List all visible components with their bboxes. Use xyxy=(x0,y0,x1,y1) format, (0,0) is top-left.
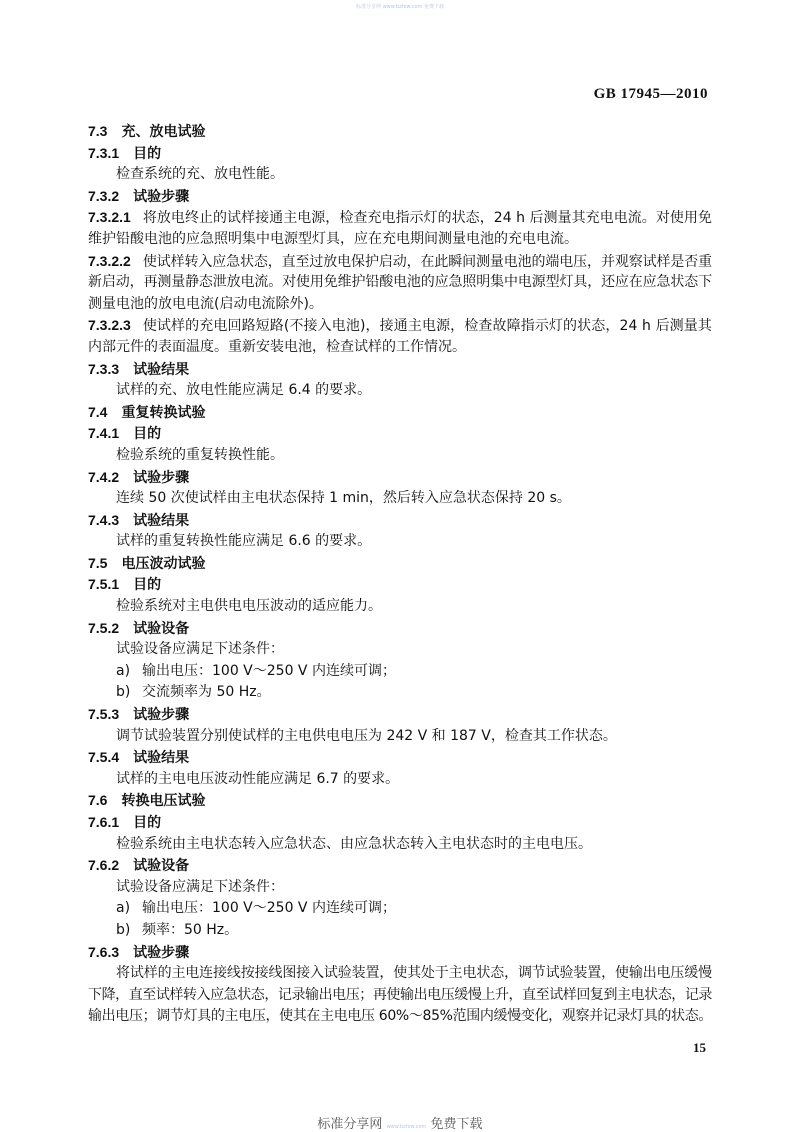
body-paragraph xyxy=(88,877,712,899)
paragraph-text: 试验设备应满足下述条件： xyxy=(116,641,284,658)
paragraph-text: 检查系统的充、放电性能。 xyxy=(116,166,284,183)
list-item xyxy=(88,661,712,683)
watermark-top: 标准分享网 www.bzfxw.com 免费下载 xyxy=(356,4,444,10)
body-paragraph xyxy=(88,726,712,748)
section-number: 7.4.2 xyxy=(88,468,120,485)
document-body xyxy=(88,121,712,1028)
section-title: 试验设备 xyxy=(133,620,190,637)
list-text: 输出电压：100 V～250 V 内连续可调； xyxy=(142,662,396,679)
standard-number: GB 17945—2010 xyxy=(593,86,708,102)
footer-left: 标准分享网 xyxy=(317,1117,383,1132)
section-number: 7.6.3 xyxy=(88,943,120,960)
body-paragraph xyxy=(88,596,712,618)
paragraph-text: 将试样的主电连接线按接线图接入试验装置，使其处于主电状态，调节试验装置，使输出电压缓慢 xyxy=(116,965,712,982)
body-paragraph xyxy=(88,963,712,985)
list-label: a) xyxy=(116,900,131,917)
paragraph-text: 维护铅酸电池的应急照明集中电源型灯具，应在充电期间测量电池的充电电流。 xyxy=(88,230,578,247)
section-heading xyxy=(88,467,712,489)
section-title: 充、放电试验 xyxy=(121,124,206,140)
section-title: 电压波动试验 xyxy=(121,555,206,572)
paragraph-text: 新启动，再测量静态泄放电流。对使用免维护铅酸电池的应急照明集中电源型灯具，还应在应急状态下 xyxy=(88,274,712,291)
section-title: 试验步骤 xyxy=(133,469,190,486)
section-title: 转换电压试验 xyxy=(121,793,206,810)
list-item xyxy=(88,898,712,920)
footer-right: 免费下载 xyxy=(430,1117,483,1132)
footer-watermark xyxy=(0,1113,800,1132)
paragraph-continuation xyxy=(88,229,712,251)
section-heading xyxy=(88,510,712,532)
clause-text: 使试样的充电回路短路(不接入电池)，接通主电源，检查故障指示灯的状态，24 h 后测量其 xyxy=(142,318,712,335)
body-paragraph xyxy=(88,834,712,856)
section-title: 试验结果 xyxy=(133,512,190,529)
section-title: 试验步骤 xyxy=(133,188,190,205)
section-heading xyxy=(88,574,712,596)
section-title: 目的 xyxy=(133,577,162,594)
paragraph-text: 检验系统对主电供电电压波动的适应能力。 xyxy=(116,598,382,615)
section-title: 试验步骤 xyxy=(133,707,190,724)
clause-number: 7.3.2.2 xyxy=(88,252,131,269)
section-title: 目的 xyxy=(133,426,162,443)
body-paragraph xyxy=(88,769,712,791)
section-title: 试验设备 xyxy=(133,858,190,875)
paragraph-text: 检验系统由主电状态转入应急状态、由应急状态转入主电状态时的主电电压。 xyxy=(116,835,592,852)
section-title: 试验结果 xyxy=(133,750,190,767)
list-label: b) xyxy=(116,921,131,938)
section-number: 7.5.4 xyxy=(88,749,120,766)
clause-paragraph xyxy=(88,207,712,229)
section-heading xyxy=(88,704,712,726)
footer-url: www.bzfxw.com xyxy=(386,1124,427,1130)
paragraph-continuation xyxy=(88,1006,712,1028)
section-heading xyxy=(88,143,712,165)
body-paragraph xyxy=(88,531,712,553)
paragraph-text: 连续 50 次使试样由主电状态保持 1 min，然后转入应急状态保持 20 s。 xyxy=(116,490,571,507)
section-title: 目的 xyxy=(133,815,162,831)
body-paragraph xyxy=(88,380,712,402)
paragraph-text: 输出电压；调节灯具的主电压，使其在主电电压 60%～85%范围内缓慢变化，观察并记录灯具的状态。 xyxy=(88,1008,712,1025)
section-number: 7.5 xyxy=(88,554,108,571)
section-number: 7.5.2 xyxy=(88,619,120,636)
section-number: 7.3.3 xyxy=(88,360,120,377)
list-item xyxy=(88,920,712,942)
list-text: 输出电压：100 V～250 V 内连续可调； xyxy=(142,900,396,917)
section-heading xyxy=(88,121,712,143)
section-number: 7.3 xyxy=(88,123,108,139)
paragraph-continuation xyxy=(88,337,712,359)
body-paragraph xyxy=(88,639,712,661)
section-number: 7.3.2 xyxy=(88,187,120,204)
paragraph-text: 试样的充、放电性能应满足 6.4 的要求。 xyxy=(116,382,372,399)
paragraph-continuation xyxy=(88,294,712,316)
section-heading xyxy=(88,618,712,640)
paragraph-text: 试样的主电电压波动性能应满足 6.7 的要求。 xyxy=(116,770,400,787)
clause-paragraph xyxy=(88,251,712,273)
section-title: 目的 xyxy=(133,145,162,162)
section-number: 7.4.3 xyxy=(88,511,120,528)
section-heading xyxy=(88,553,712,575)
section-number: 7.6 xyxy=(88,792,108,809)
list-text: 交流频率为 50 Hz。 xyxy=(142,684,271,701)
section-title: 试验步骤 xyxy=(133,944,190,961)
section-heading xyxy=(88,855,712,877)
paragraph-text: 内部元件的表面温度。重新安装电池，检查试样的工作情况。 xyxy=(88,338,466,355)
section-heading xyxy=(88,942,712,964)
section-heading xyxy=(88,359,712,381)
section-heading xyxy=(88,812,712,834)
section-number: 7.4 xyxy=(88,403,108,420)
section-number: 7.4.1 xyxy=(88,425,120,442)
list-text: 频率：50 Hz。 xyxy=(142,921,239,938)
section-number: 7.6.1 xyxy=(88,814,120,830)
section-heading xyxy=(88,790,712,812)
paragraph-text: 下降，直至试样转入应急状态，记录输出电压；再使输出电压缓慢上升，直至试样回复到主电状态，记录 xyxy=(88,986,712,1003)
clause-paragraph xyxy=(88,315,712,337)
paragraph-text: 试样的重复转换性能应满足 6.6 的要求。 xyxy=(116,533,372,550)
section-heading xyxy=(88,402,712,424)
clause-number: 7.3.2.1 xyxy=(88,209,131,226)
clause-text: 使试样转入应急状态，直至过放电保护启动，在此瞬间测量电池的端电压，并观察试样是否重 xyxy=(142,253,712,270)
paragraph-text: 调节试验装置分别使试样的主电供电电压为 242 V 和 187 V，检查其工作状态。 xyxy=(116,727,617,744)
clause-number: 7.3.2.3 xyxy=(88,317,131,334)
body-paragraph xyxy=(88,164,712,186)
body-paragraph xyxy=(88,445,712,467)
paragraph-text: 检验系统的重复转换性能。 xyxy=(116,446,284,463)
section-number: 7.3.1 xyxy=(88,144,120,161)
section-number: 7.6.2 xyxy=(88,857,120,874)
page-number: 15 xyxy=(693,1040,706,1055)
paragraph-continuation xyxy=(88,985,712,1007)
section-number: 7.5.1 xyxy=(88,576,120,593)
body-paragraph xyxy=(88,488,712,510)
section-number: 7.5.3 xyxy=(88,706,120,723)
list-item xyxy=(88,682,712,704)
list-label: b) xyxy=(116,684,131,701)
paragraph-text: 试验设备应满足下述条件： xyxy=(116,878,284,895)
section-heading xyxy=(88,747,712,769)
list-label: a) xyxy=(116,662,131,679)
clause-text: 将放电终止的试样接通主电源，检查充电指示灯的状态，24 h 后测量其充电电流。对使用免 xyxy=(142,210,712,227)
section-title: 重复转换试验 xyxy=(121,404,206,421)
section-heading xyxy=(88,186,712,208)
paragraph-text: 测量电池的放电电流(启动电流除外)。 xyxy=(88,295,323,312)
section-title: 试验结果 xyxy=(133,361,190,378)
paragraph-continuation xyxy=(88,272,712,294)
section-heading xyxy=(88,423,712,445)
